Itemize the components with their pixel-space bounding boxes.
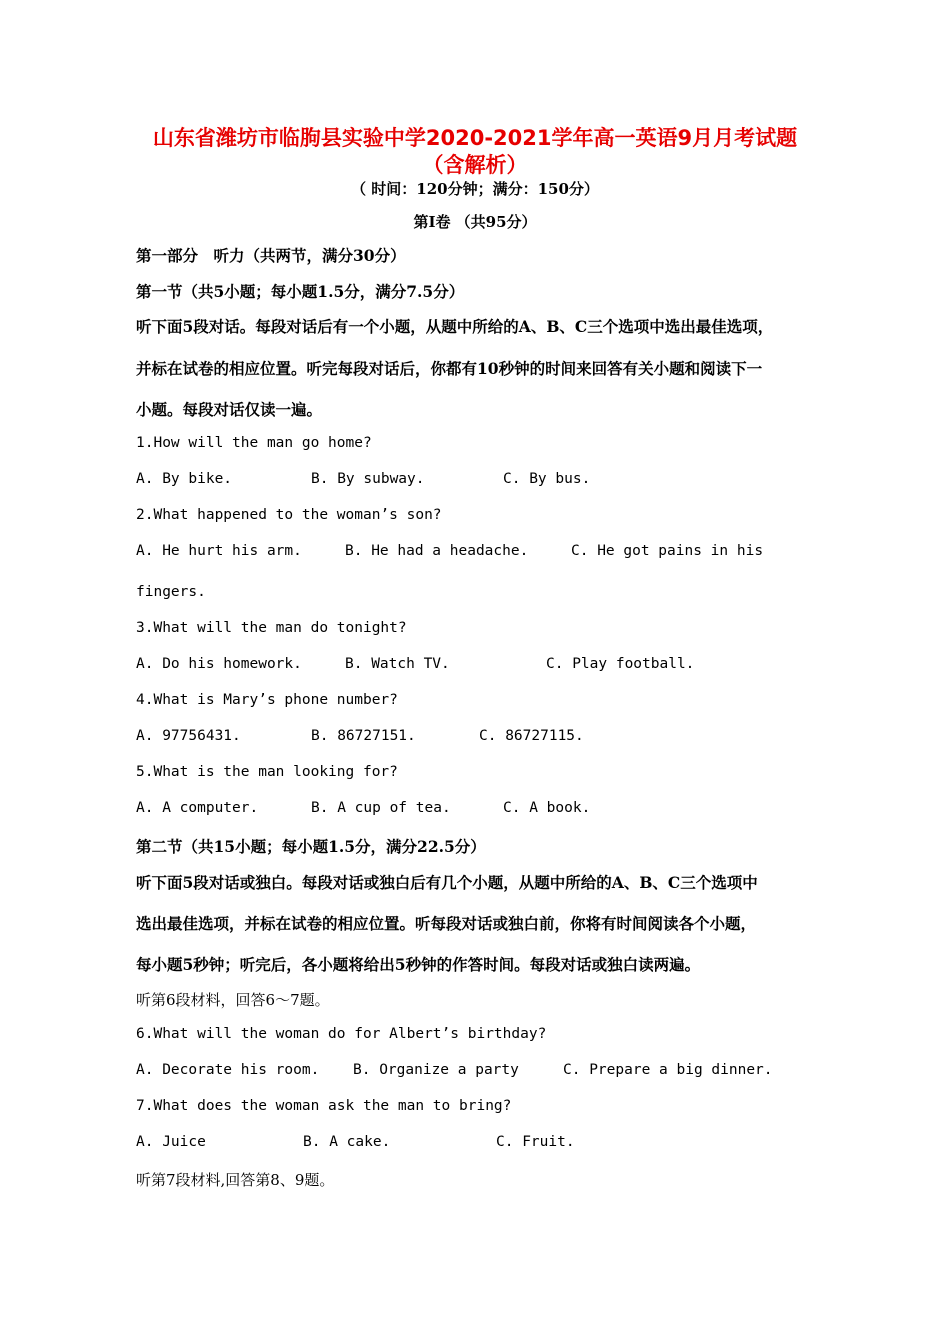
volume-heading: 第Ⅰ卷 （共95分） [413,213,537,231]
question-6-option-b: B. Organize a party [353,1062,519,1078]
question-2-option-a: A. He hurt his arm. [136,543,302,559]
question-3-option-c: C. Play football. [546,656,695,672]
exam-info: （ 时间：120分钟；满分：150分） [351,180,599,198]
question-2-option-c-continued: fingers. [136,584,206,600]
question-3: 3.What will the man do tonight? [136,620,407,636]
question-5-option-b: B. A cup of tea. [311,800,451,816]
part1-heading: 第一部分 听力（共两节，满分30分） [136,246,406,265]
question-5-option-a: A. A computer. [136,800,259,816]
question-5: 5.What is the man looking for? [136,764,398,780]
question-4-option-c: C. 86727115. [479,728,584,744]
question-7-option-a: A. Juice [136,1134,206,1150]
question-5-option-c: C. A book. [503,800,591,816]
material-6-note: 听第6段材料，回答6～7题。 [136,991,330,1009]
question-4-option-b: B. 86727151. [311,728,416,744]
question-2-option-c: C. He got pains in his [571,543,764,559]
section2-instruction: 每小题5秒钟；听完后，各小题将给出5秒钟的作答时间。每段对话或独白读两遍。 [136,955,701,974]
question-7: 7.What does the woman ask the man to bring? [136,1098,512,1114]
question-6-option-c: C. Prepare a big dinner. [563,1062,773,1078]
question-1-option-b: B. By subway. [311,471,425,487]
question-3-option-a: A. Do his homework. [136,656,302,672]
section1-instruction: 小题。每段对话仅读一遍。 [136,400,323,419]
question-2: 2.What happened to the woman’s son? [136,507,442,523]
section1-heading: 第一节（共5小题；每小题1.5分，满分7.5分） [136,282,465,301]
question-6-option-a: A. Decorate his room. [136,1062,320,1078]
question-1-option-a: A. By bike. [136,471,233,487]
section2-instruction: 选出最佳选项，并标在试卷的相应位置。听每段对话或独白前，你将有时间阅读各个小题， [136,914,757,933]
document-title-line2: （含解析） [422,153,528,177]
question-4: 4.What is Mary’s phone number? [136,692,398,708]
question-7-option-c: C. Fruit. [496,1134,575,1150]
question-7-option-b: B. A cake. [303,1134,391,1150]
material-7-note: 听第7段材料,回答第8、9题。 [136,1171,335,1189]
question-6: 6.What will the woman do for Albert’s birthday? [136,1026,547,1042]
section2-instruction: 听下面5段对话或独白。每段对话或独白后有几个小题，从题中所给的A、B、C三个选项中 [136,873,758,892]
section1-instruction: 听下面5段对话。每段对话后有一个小题，从题中所给的A、B、C三个选项中选出最佳选项， [136,317,774,336]
section2-heading: 第二节（共15小题；每小题1.5分，满分22.5分） [136,837,486,856]
question-1: 1.How will the man go home? [136,435,372,451]
question-4-option-a: A. 97756431. [136,728,241,744]
section1-instruction: 并标在试卷的相应位置。听完每段对话后，你都有10秒钟的时间来回答有关小题和阅读下一 [136,359,763,378]
question-3-option-b: B. Watch TV. [345,656,450,672]
document-title-line1: 山东省潍坊市临朐县实验中学2020-2021学年高一英语9月月考试题 [152,126,798,150]
question-2-option-b: B. He had a headache. [345,543,529,559]
question-1-option-c: C. By bus. [503,471,591,487]
